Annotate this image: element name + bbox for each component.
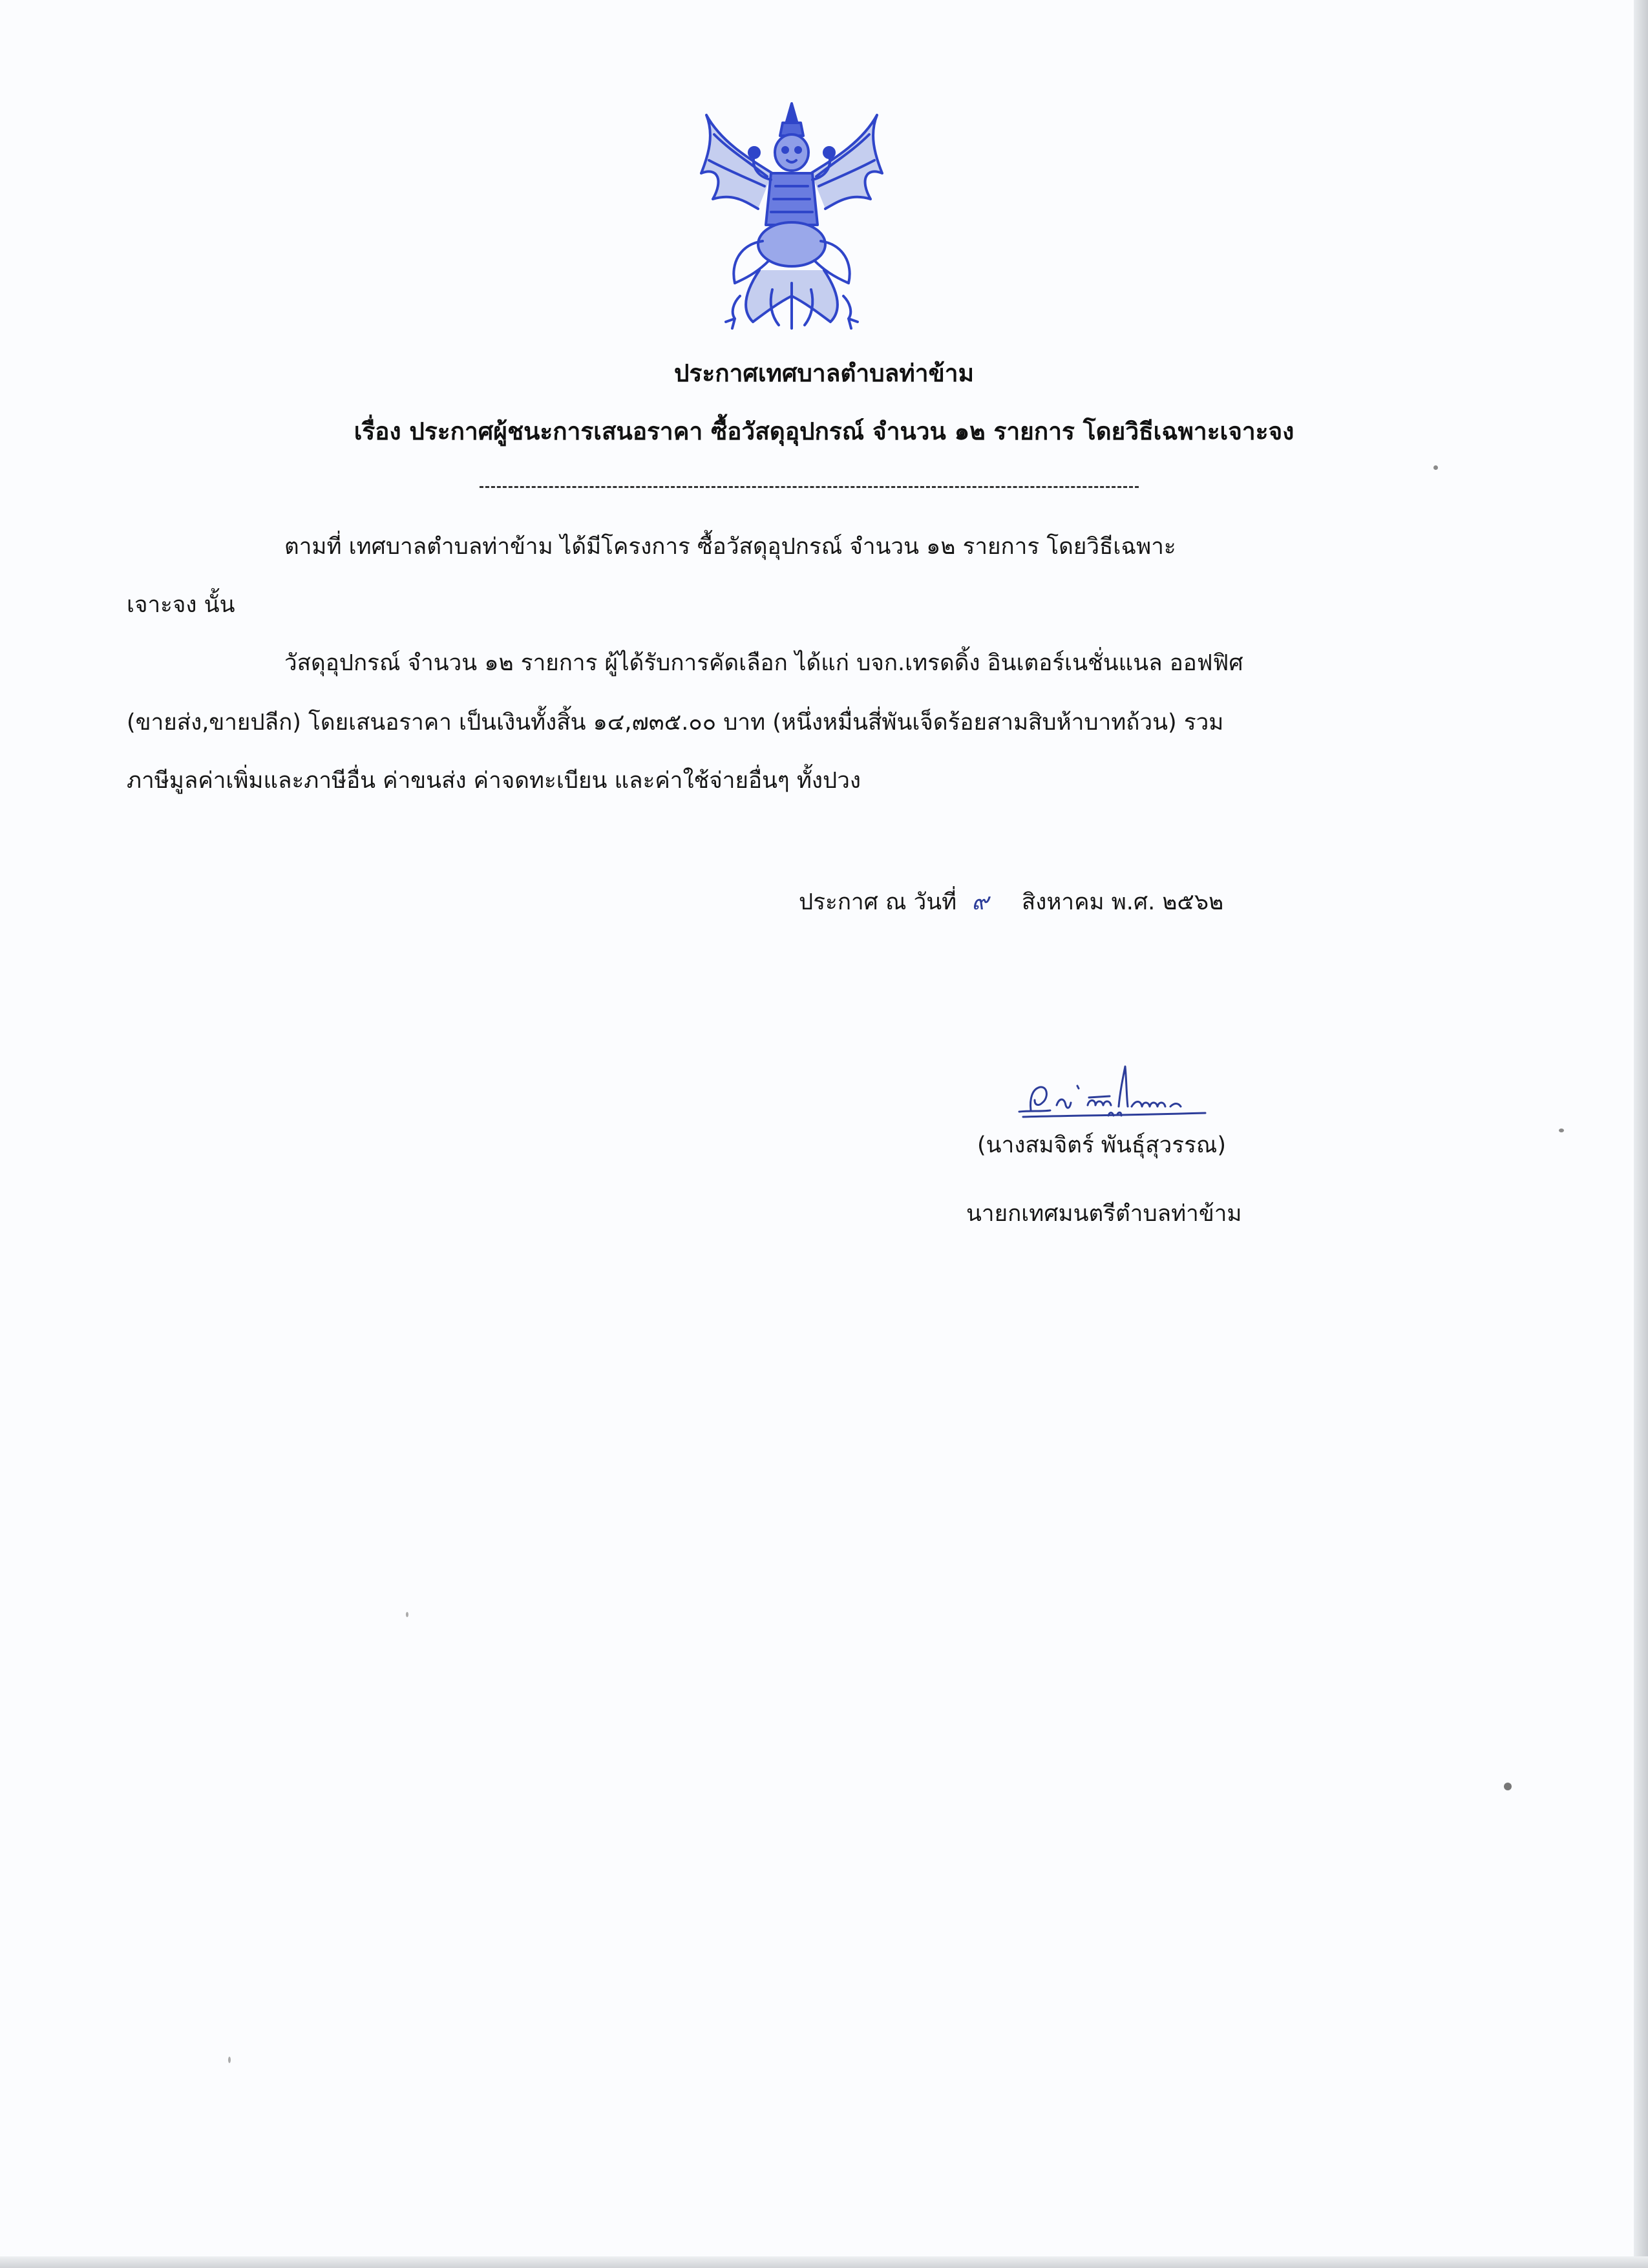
scan-speck — [406, 1612, 408, 1617]
scan-speck — [1559, 1129, 1564, 1132]
scan-speck — [1433, 465, 1438, 470]
paragraph-1-line-1: ตามที่ เทศบาลตำบลท่าข้าม ได้มีโครงการ ซื้อวัสดุอุปกรณ์ จำนวน ๑๒ รายการ โดยวิธีเฉพาะ — [284, 534, 1176, 560]
scan-edge-right — [1634, 0, 1648, 2268]
scan-edge-bottom — [0, 2256, 1648, 2268]
scan-speck — [1504, 1783, 1512, 1790]
signer-position: นายกเทศมนตรีตำบลท่าข้าม — [966, 1201, 1242, 1227]
date-prefix: ประกาศ ณ วันที่ — [799, 889, 957, 915]
paragraph-2-line-2: (ขายส่ง,ขายปลีก) โดยเสนอราคา เป็นเงินทั้งสิ้น ๑๔,๗๓๕.๐๐ บาท (หนึ่งหมื่นสี่พันเจ็ดร้อยสามสิบห้าบาทถ้วน) รวม — [127, 710, 1224, 736]
paragraph-2-line-1: วัสดุอุปกรณ์ จำนวน ๑๒ รายการ ผู้ได้รับการคัดเลือก ได้แก่ บจก.เทรดดิ้ง อินเตอร์เนชั่นแนล ออฟฟิศ — [284, 650, 1243, 676]
dashed-divider — [480, 486, 1139, 488]
paragraph-2-line-3: ภาษีมูลค่าเพิ่มและภาษีอื่น ค่าขนส่ง ค่าจดทะเบียน และค่าใช้จ่ายอื่นๆ ทั้งปวง — [127, 768, 861, 794]
garuda-emblem-icon — [695, 96, 889, 341]
date-day-handwritten: ๙ — [971, 889, 989, 915]
scan-speck — [228, 2057, 231, 2063]
document-subject: เรื่อง ประกาศผู้ชนะการเสนอราคา ซื้อวัสดุอุปกรณ์ จำนวน ๑๒ รายการ โดยวิธีเฉพาะเจาะจง — [354, 418, 1294, 445]
date-month-year: สิงหาคม พ.ศ. ๒๕๖๒ — [1021, 889, 1224, 915]
handwritten-signature — [1011, 1060, 1225, 1125]
paragraph-1-line-2: เจาะจง นั้น — [127, 592, 235, 618]
announcement-date — [799, 883, 1223, 920]
signer-name: (นางสมจิตร์ พันธุ์สุวรรณ) — [977, 1132, 1227, 1158]
document-title: ประกาศเทศบาลตำบลท่าข้าม — [674, 359, 974, 387]
